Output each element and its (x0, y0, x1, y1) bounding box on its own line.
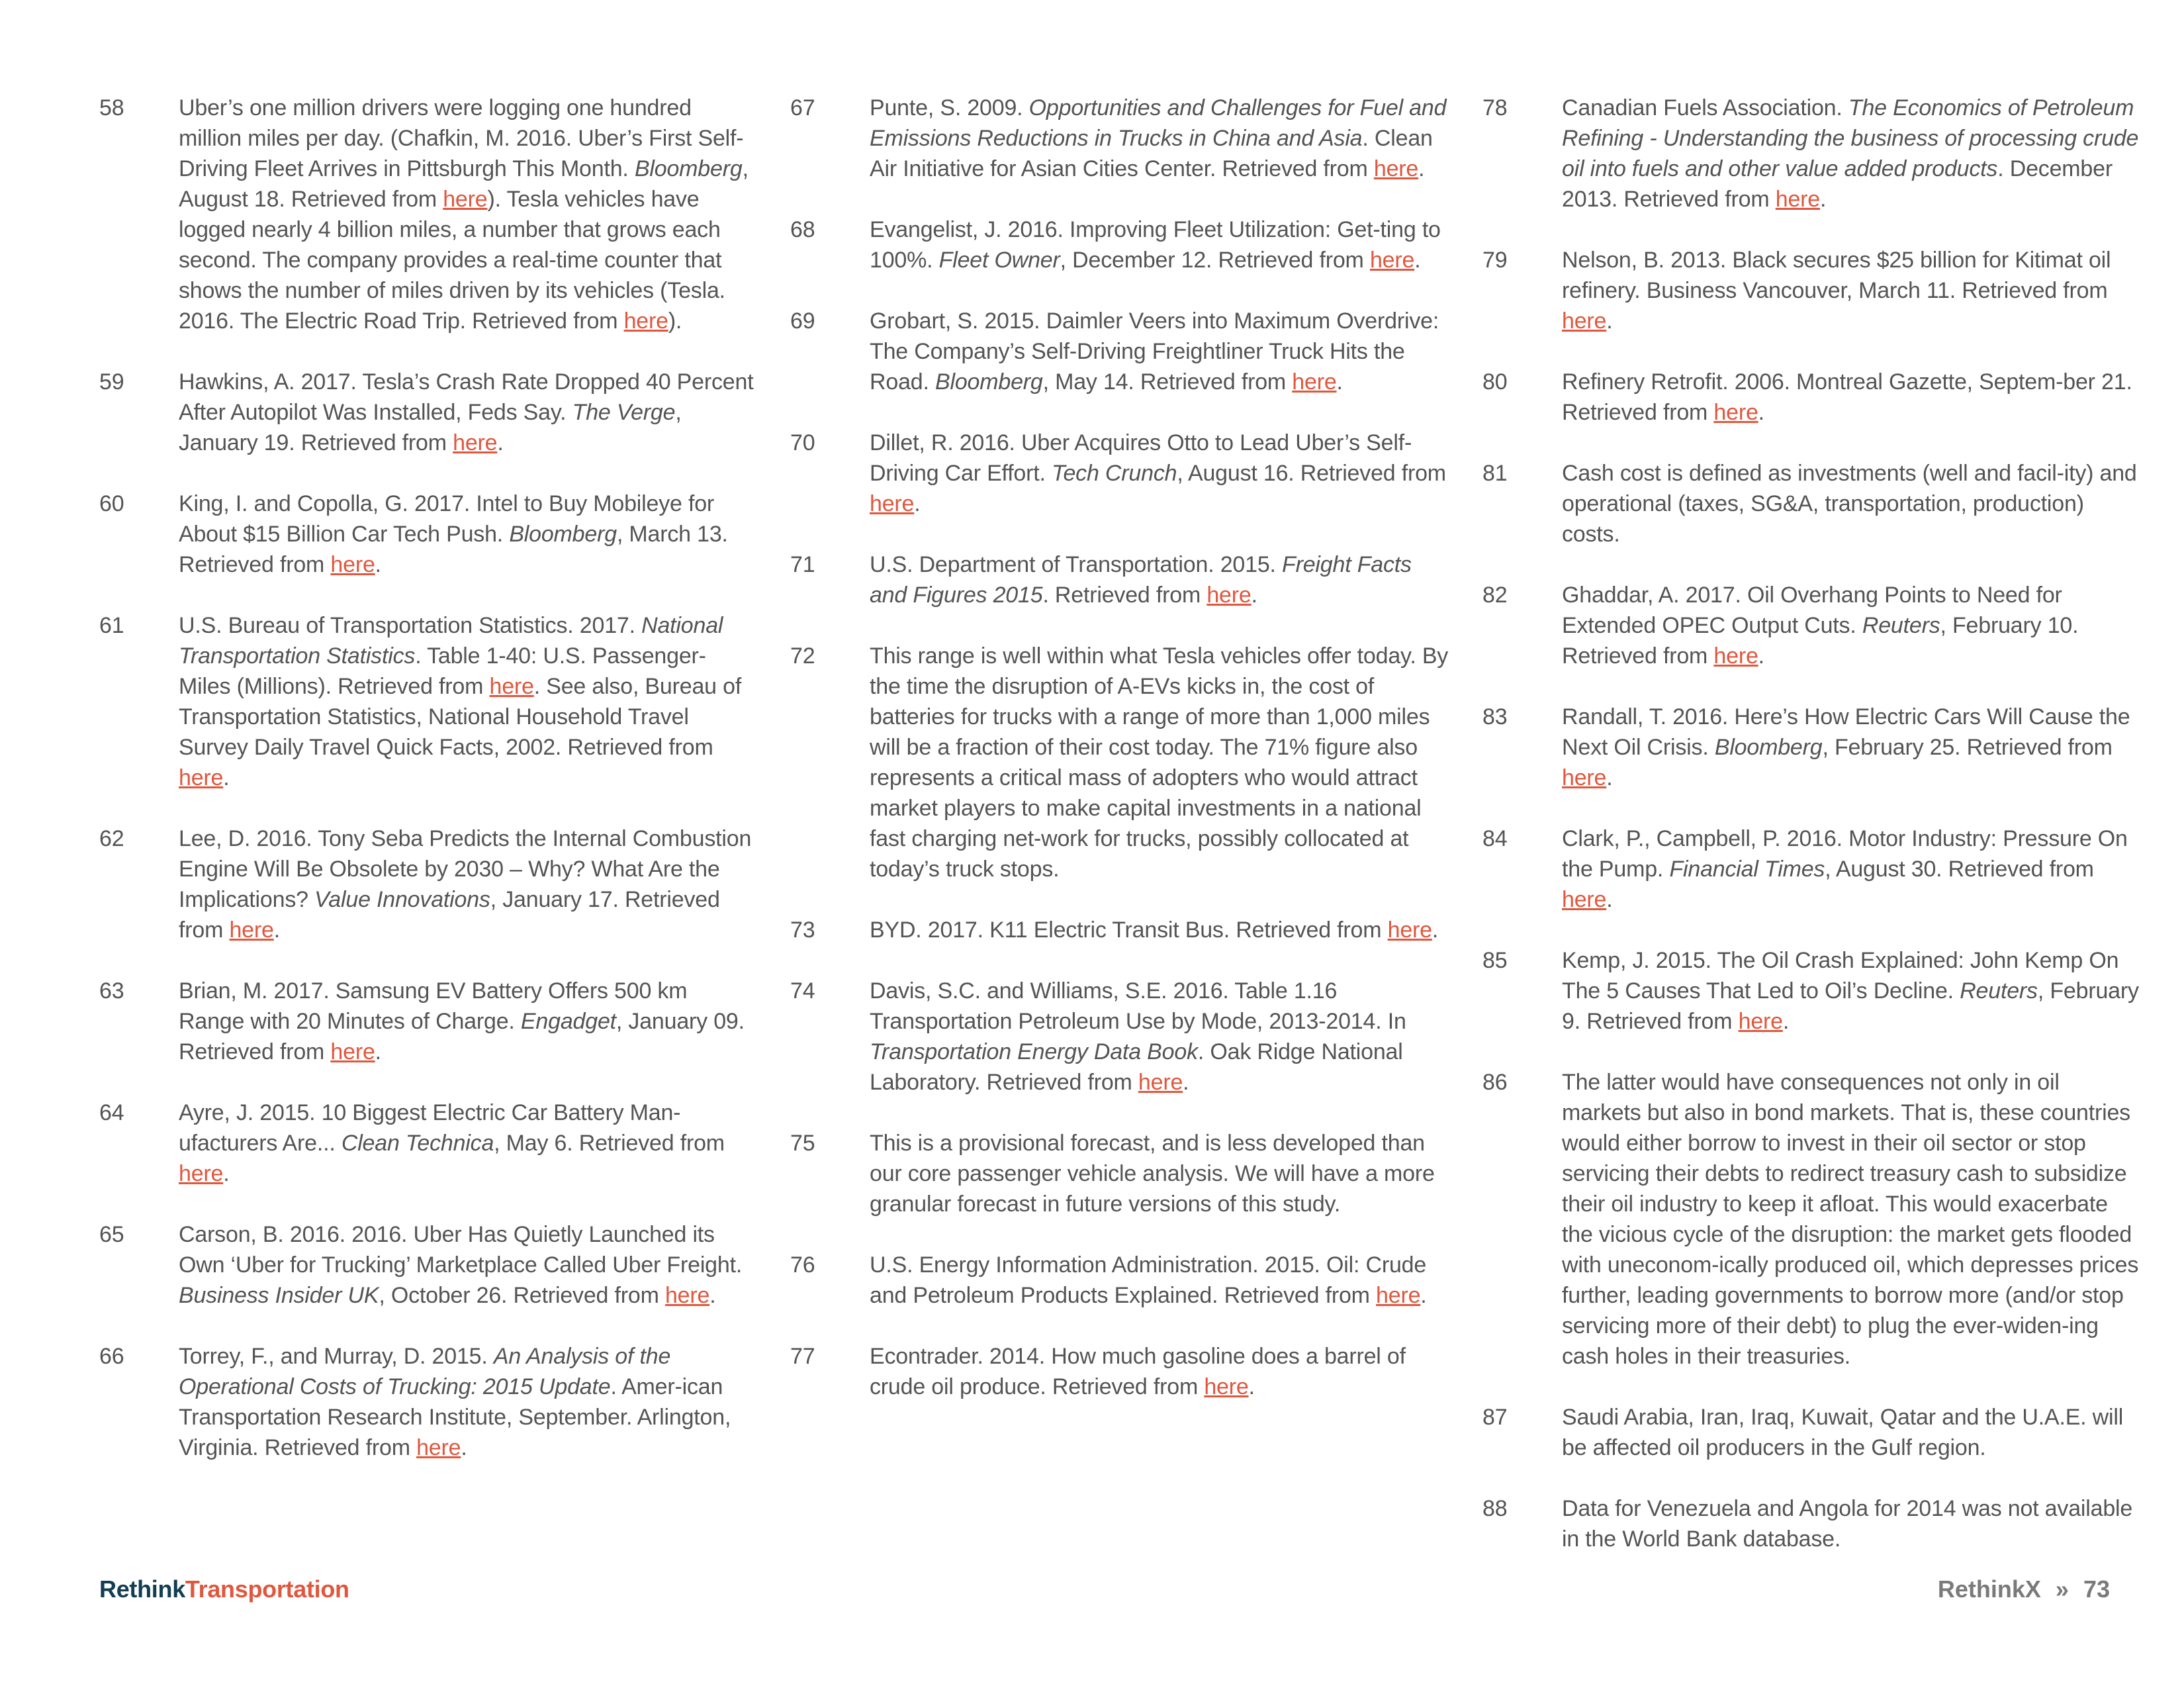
publication-title: Bloomberg (934, 369, 1043, 395)
endnote-text: Ayre, J. 2015. 10 Biggest Electric Car Battery Man-ufacturers Are... Clean Technica, May 6. Retrieved from here. (179, 1100, 725, 1186)
endnote-number: 69 (790, 308, 815, 334)
endnote-number: 81 (1482, 461, 1508, 486)
endnote-84 (1482, 823, 2144, 915)
publication-title: Reuters (1862, 613, 1940, 638)
publication-title: Fleet Owner (938, 248, 1060, 273)
endnote-68 (790, 214, 1452, 275)
notes-column-1 (99, 93, 761, 1493)
notes-column-3 (1482, 93, 2144, 1585)
endnote-number: 77 (790, 1344, 815, 1369)
endnote-text: Nelson, B. 2013. Black secures $25 billion for Kitimat oil refinery. Business Vancouver, March 11. Retrieved from here. (1562, 248, 2111, 334)
source-link[interactable]: here (1775, 187, 1820, 212)
endnote-63 (99, 976, 761, 1067)
endnote-text: Econtrader. 2014. How much gasoline does a barrel of crude oil produce. Retrieved from here. (870, 1344, 1406, 1399)
endnote-66 (99, 1341, 761, 1463)
endnote-83 (1482, 702, 2144, 793)
endnote-text: BYD. 2017. K11 Electric Transit Bus. Retrieved from here. (870, 917, 1439, 943)
endnote-number: 72 (790, 643, 815, 669)
footer-pagination (1938, 1575, 2110, 1603)
endnote-number: 59 (99, 369, 124, 395)
endnote-number: 87 (1482, 1405, 1508, 1430)
endnote-number: 88 (1482, 1496, 1508, 1521)
publication-title: Value Innovations (314, 887, 490, 912)
endnote-60 (99, 489, 761, 580)
source-link[interactable]: here (1738, 1009, 1783, 1034)
endnote-text: Dillet, R. 2016. Uber Acquires Otto to Lead Uber’s Self-Driving Car Effort. Tech Crunch, August 16. Retrieved from here. (870, 430, 1446, 516)
endnote-number: 71 (790, 552, 815, 577)
endnote-73 (790, 915, 1452, 945)
page-number: 73 (2083, 1575, 2110, 1603)
endnote-88 (1482, 1493, 2144, 1554)
endnote-number: 74 (790, 978, 815, 1004)
endnote-80 (1482, 367, 2144, 428)
source-link[interactable]: here (1292, 369, 1337, 395)
endnote-77 (790, 1341, 1452, 1402)
endnote-text: Punte, S. 2009. Opportunities and Challenges for Fuel and Emissions Reductions in Trucks in China and Asia. Clean Air Initiative for Asian Cities Center. Retrieved from here. (870, 95, 1447, 181)
source-link[interactable]: here (623, 308, 668, 334)
endnote-text: Randall, T. 2016. Here’s How Electric Cars Will Cause the Next Oil Crisis. Bloomberg, February 25. Retrieved from here. (1562, 704, 2130, 790)
publication-title: Financial Times (1669, 857, 1825, 882)
endnote-text: King, I. and Copolla, G. 2017. Intel to Buy Mobileye for About $15 Billion Car Tech Push. Bloomberg, March 13. Retrieved from here. (179, 491, 728, 577)
endnote-text: Grobart, S. 2015. Daimler Veers into Maximum Overdrive: The Company’s Self-Driving Freightliner Truck Hits the Road. Bloomberg, May 14. Retrieved from here. (870, 308, 1439, 395)
endnote-number: 76 (790, 1252, 815, 1278)
endnote-text: Cash cost is defined as investments (well and facil-ity) and operational (taxes, SG&A, transportation, production) costs. (1562, 461, 2137, 547)
endnote-number: 83 (1482, 704, 1508, 729)
endnote-number: 75 (790, 1131, 815, 1156)
endnote-number: 65 (99, 1222, 124, 1247)
endnote-number: 73 (790, 917, 815, 943)
source-link[interactable]: here (664, 1283, 710, 1308)
endnote-text: U.S. Energy Information Administration. 2015. Oil: Crude and Petroleum Products Explained. Retrieved from here. (870, 1252, 1427, 1308)
source-link[interactable]: here (1562, 887, 1607, 912)
endnote-text: This range is well within what Tesla vehicles offer today. By the time the disruption of A-EVs kicks in, the cost of batteries for trucks with a range of more than 1,000 miles will be a fraction of their cost today. The 71% figure also represents a critical mass of adopters who would attract market players to make capital investments in a national fast charging net-work for trucks, possibly collocated at today’s truck stops. (870, 643, 1449, 882)
notes-column-2 (790, 93, 1452, 1432)
endnote-79 (1482, 245, 2144, 336)
source-link[interactable]: here (1204, 1374, 1249, 1399)
endnote-text: Saudi Arabia, Iran, Iraq, Kuwait, Qatar and the U.A.E. will be affected oil producers in the Gulf region. (1562, 1405, 2124, 1460)
endnote-text: Clark, P., Campbell, P. 2016. Motor Industry: Pressure On the Pump. Financial Times, August 30. Retrieved from here. (1562, 826, 2128, 912)
endnote-number: 60 (99, 491, 124, 516)
separator-icon: » (2055, 1575, 2069, 1603)
source-link[interactable]: here (330, 1039, 375, 1064)
source-link[interactable]: here (1713, 400, 1758, 425)
endnote-number: 70 (790, 430, 815, 455)
source-link[interactable]: here (1373, 156, 1419, 181)
publication-title: Transportation Energy Data Book (870, 1039, 1198, 1064)
endnote-text: Data for Venezuela and Angola for 2014 was not available in the World Bank database. (1562, 1496, 2133, 1552)
endnote-text: Lee, D. 2016. Tony Seba Predicts the Internal Combustion Engine Will Be Obsolete by 2030 – Why? What Are the Implications? Value Innovations, January 17. Retrieved from here. (179, 826, 752, 943)
source-link[interactable]: here (1387, 917, 1432, 943)
footer-brand (99, 1575, 349, 1603)
endnote-text: The latter would have consequences not only in oil markets but also in bond markets. That is, these countries would either borrow to invest in their oil sector or stop servicing their debts to redirect treasury cash to subsidize their oil industry to keep it afloat. This would exacerbate the vicious cycle of the disruption: the market gets flooded with uneconom-ically produced oil, which depresses prices further, leading governments to borrow more (and/or stop servicing more of their debt) to plug the ever-widen-ing cash holes in their treasuries. (1562, 1070, 2139, 1369)
endnote-number: 82 (1482, 583, 1508, 608)
endnote-text: Davis, S.C. and Williams, S.E. 2016. Table 1.16 Transportation Petroleum Use by Mode, 2013-2014. In Transportation Energy Data Book. Oak Ridge National Laboratory. Retrieved from here. (870, 978, 1406, 1095)
endnote-text: Ghaddar, A. 2017. Oil Overhang Points to Need for Extended OPEC Output Cuts. Reuters, February 10. Retrieved from here. (1562, 583, 2079, 669)
source-link[interactable]: here (1138, 1070, 1183, 1095)
source-link[interactable]: here (1376, 1283, 1421, 1308)
endnote-78 (1482, 93, 2144, 214)
endnote-58 (99, 93, 761, 336)
endnote-text: Carson, B. 2016. 2016. Uber Has Quietly Launched its Own ‘Uber for Trucking’ Marketplace Called Uber Freight. Business Insider UK, October 26. Retrieved from here. (179, 1222, 743, 1308)
endnote-67 (790, 93, 1452, 184)
endnote-85 (1482, 945, 2144, 1037)
endnote-62 (99, 823, 761, 945)
endnote-number: 84 (1482, 826, 1508, 851)
endnote-number: 78 (1482, 95, 1508, 120)
endnote-number: 67 (790, 95, 815, 120)
endnote-text: Torrey, F., and Murray, D. 2015. An Analysis of the Operational Costs of Trucking: 2015 Update. Amer-ican Transportation Research Institute, September. Arlington, Virginia. Retrieved from here. (179, 1344, 731, 1460)
endnote-number: 66 (99, 1344, 124, 1369)
endnote-text: Evangelist, J. 2016. Improving Fleet Utilization: Get-ting to 100%. Fleet Owner, December 12. Retrieved from here. (870, 217, 1441, 273)
endnote-61 (99, 610, 761, 793)
endnote-72 (790, 641, 1452, 884)
source-link[interactable]: here (870, 491, 915, 516)
endnote-65 (99, 1219, 761, 1311)
publication-title: Engadget (520, 1009, 616, 1034)
endnote-number: 61 (99, 613, 124, 638)
source-link[interactable]: here (1562, 308, 1607, 334)
endnote-number: 79 (1482, 248, 1508, 273)
endnote-number: 63 (99, 978, 124, 1004)
brand-rethink: Rethink (99, 1575, 185, 1603)
endnote-70 (790, 428, 1452, 519)
publication-title: An Analysis of the Operational Costs of Trucking: 2015 Update (179, 1344, 671, 1399)
endnote-text: Hawkins, A. 2017. Tesla’s Crash Rate Dropped 40 Percent After Autopilot Was Installed, Feds Say. The Verge, January 19. Retrieved from here. (179, 369, 754, 455)
source-link[interactable]: here (416, 1435, 461, 1460)
source-link[interactable]: here (1713, 643, 1758, 669)
endnote-number: 64 (99, 1100, 124, 1125)
endnote-64 (99, 1098, 761, 1189)
publication-title: Freight Facts and Figures 2015 (870, 552, 1412, 608)
endnote-71 (790, 549, 1452, 610)
endnote-number: 80 (1482, 369, 1508, 395)
endnote-number: 58 (99, 95, 124, 120)
publication-title: Business Insider UK (179, 1283, 379, 1308)
endnote-text: Refinery Retrofit. 2006. Montreal Gazette, Septem-ber 21. Retrieved from here. (1562, 369, 2132, 425)
publication-title: Clean Technica (341, 1131, 494, 1156)
endnote-59 (99, 367, 761, 458)
source-link[interactable]: here (179, 765, 224, 790)
endnote-text: Uber’s one million drivers were logging one hundred million miles per day. (Chafkin, M. 2016. Uber’s First Self-Driving Fleet Arrives in Pittsburgh This Month. Bloomberg, August 18. Retrieved from here). Tesla vehicles have logged nearly 4 billion miles, a number that grows each second. The company provides a real-time counter that shows the number of miles driven by its vehicles (Tesla. 2016. The Electric Road Trip. Retrieved from here). (179, 95, 749, 334)
brand-transportation: Transportation (185, 1575, 349, 1603)
publication-title: Bloomberg (1714, 735, 1823, 760)
endnote-text: U.S. Department of Transportation. 2015. Freight Facts and Figures 2015. Retrieved from here. (870, 552, 1412, 608)
source-link[interactable]: here (1562, 765, 1607, 790)
endnote-text: U.S. Bureau of Transportation Statistics. 2017. National Transportation Statistics. Table 1-40: U.S. Passenger-Miles (Millions). Retrieved from here. See also, Bureau of Transportation Statistics, National Household Travel Survey Daily Travel Quick Facts, 2002. Retrieved from here. (179, 613, 742, 790)
endnote-number: 85 (1482, 948, 1508, 973)
endnote-text: Kemp, J. 2015. The Oil Crash Explained: John Kemp On The 5 Causes That Led to Oil’s Decline. Reuters, February 9. Retrieved from here. (1562, 948, 2139, 1034)
endnote-87 (1482, 1402, 2144, 1463)
publication-title: Opportunities and Challenges for Fuel and Emissions Reductions in Trucks in China and Asia (870, 95, 1447, 151)
source-link[interactable]: here (229, 917, 274, 943)
publication-title: The Economics of Petroleum Refining - Understanding the business of processing crude oil into fuels and other value added products (1562, 95, 2139, 181)
source-link[interactable]: here (489, 674, 534, 699)
endnote-number: 86 (1482, 1070, 1508, 1095)
publisher-name: RethinkX (1937, 1575, 2041, 1603)
endnote-text: This is a provisional forecast, and is less developed than our core passenger vehicle analysis. We will have a more granular forecast in future versions of this study. (870, 1131, 1435, 1217)
source-link[interactable]: here (330, 552, 375, 577)
publication-title: National Transportation Statistics (179, 613, 723, 669)
publication-title: Reuters (1960, 978, 2038, 1004)
publication-title: Bloomberg (509, 522, 617, 547)
endnote-text: Brian, M. 2017. Samsung EV Battery Offers 500 km Range with 20 Minutes of Charge. Engadget, January 09. Retrieved from here. (179, 978, 745, 1064)
endnote-number: 68 (790, 217, 815, 242)
endnote-74 (790, 976, 1452, 1098)
source-link[interactable]: here (1369, 248, 1415, 273)
source-link[interactable]: here (179, 1161, 224, 1186)
endnote-number: 62 (99, 826, 124, 851)
endnote-75 (790, 1128, 1452, 1219)
endnote-text: Canadian Fuels Association. The Economics of Petroleum Refining - Understanding the business of processing crude oil into fuels and other value added products. December 2013. Retrieved from here. (1562, 95, 2139, 212)
endnote-81 (1482, 458, 2144, 549)
source-link[interactable]: here (443, 187, 488, 212)
endnote-69 (790, 306, 1452, 397)
publication-title: Tech Crunch (1052, 461, 1177, 486)
endnote-76 (790, 1250, 1452, 1311)
publication-title: The Verge (572, 400, 676, 425)
source-link[interactable]: here (453, 430, 498, 455)
source-link[interactable]: here (1206, 583, 1251, 608)
publication-title: Bloomberg (634, 156, 743, 181)
endnote-82 (1482, 580, 2144, 671)
endnote-86 (1482, 1067, 2144, 1372)
